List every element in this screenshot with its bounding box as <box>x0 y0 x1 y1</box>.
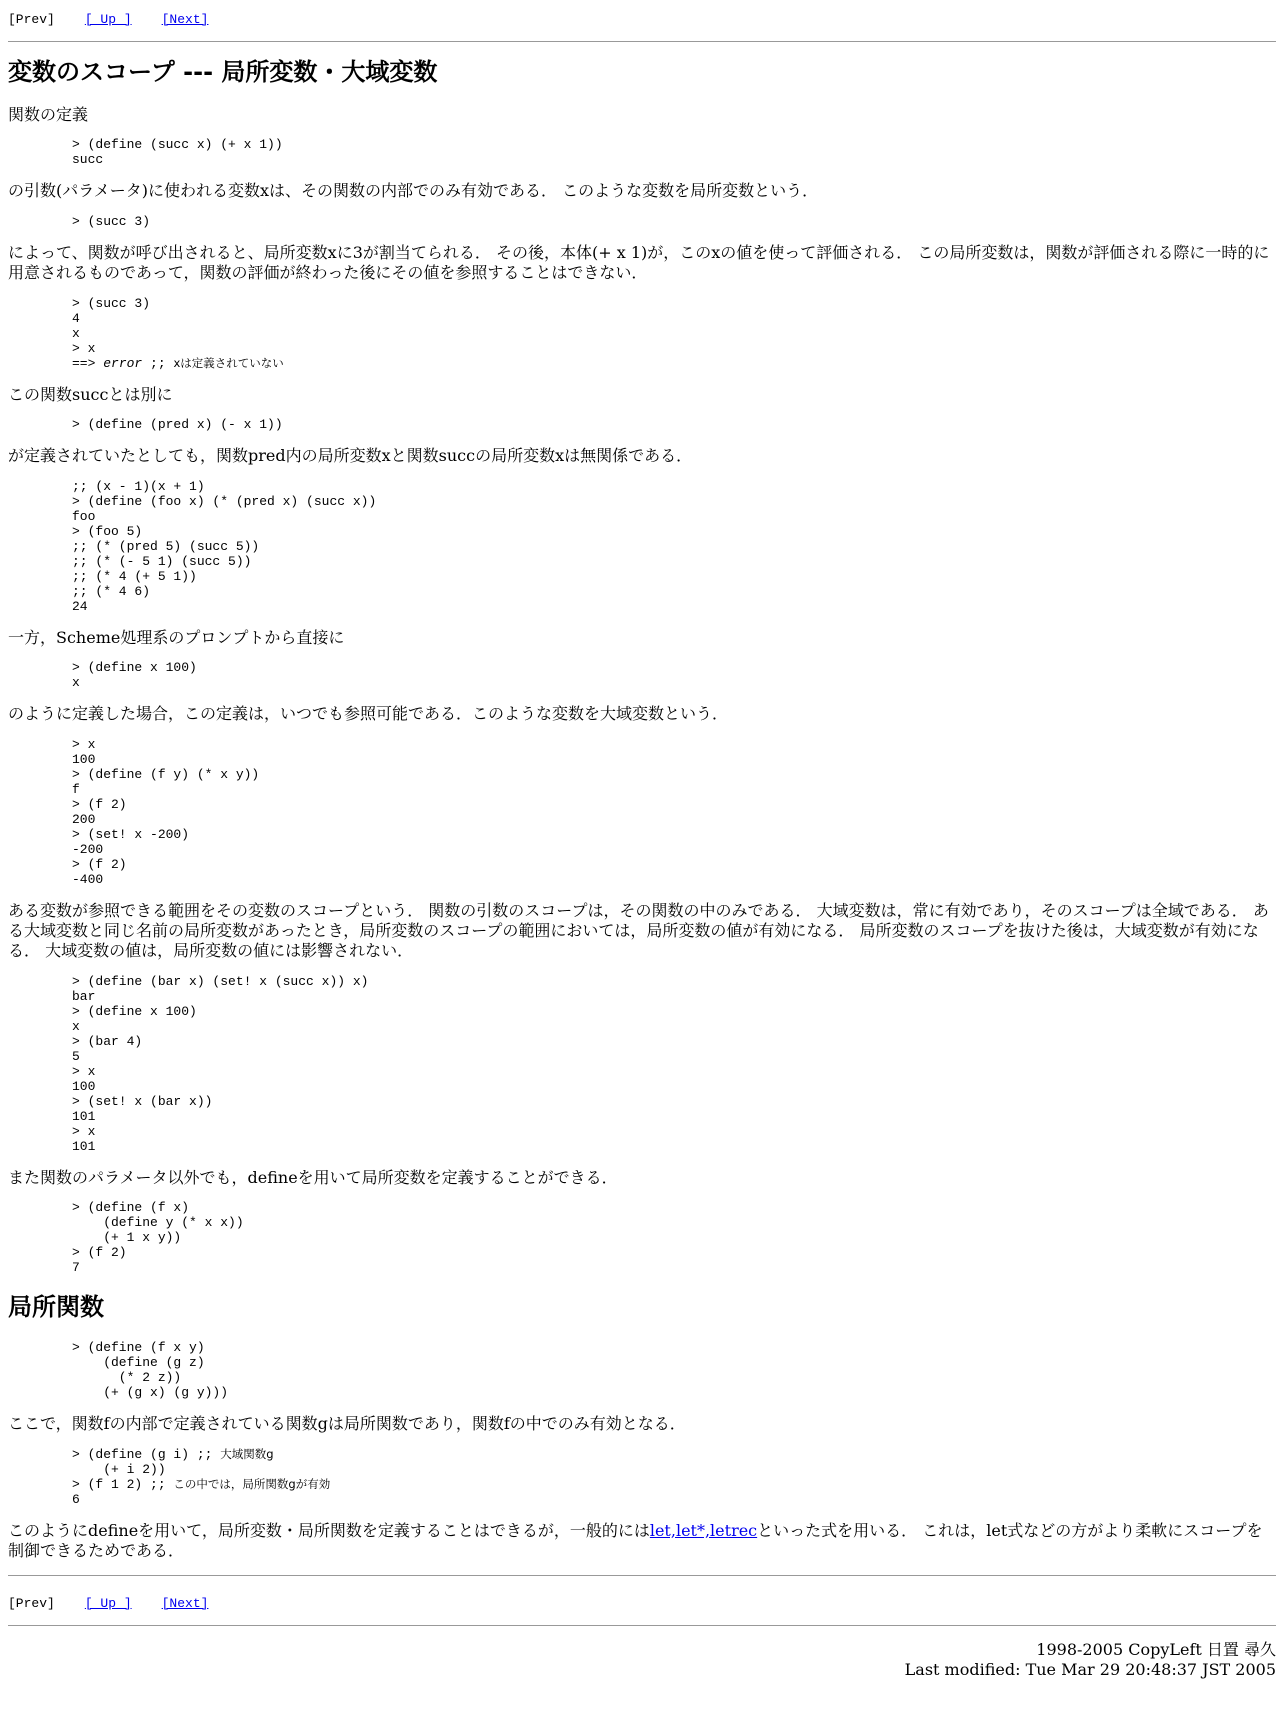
paragraph: が定義されていたとしても，関数pred内の局所変数xと関数succの局所変数xは無関係である． <box>8 446 693 466</box>
paragraph: 一方，Scheme処理系のプロンプトから直接に <box>8 627 345 647</box>
code-block: > (define (f x y) (define (g z) (* 2 z)) (+ (g x) (g y))) <box>72 1340 229 1401</box>
paragraph: ここで，関数fの内部で定義されている関数gは局所関数であり，関数fの中でのみ有効となる． <box>8 1414 686 1434</box>
bottom-nav <box>8 1590 1276 1612</box>
paragraph <box>8 1521 1276 1562</box>
paragraph: 関数の定義 <box>8 104 89 124</box>
code-text: 6 <box>72 1491 80 1507</box>
code-block: > (define x 100) x <box>72 660 197 691</box>
code-block <box>72 296 1276 371</box>
code-text: ;; <box>142 355 174 371</box>
code-block: > (define (f x) (define y (* x x)) (+ 1 x y)) > (f 2) 7 <box>72 1200 244 1276</box>
code-text: (+ i 2)) > (f 1 2) ;; <box>72 1461 166 1492</box>
code-error: error <box>103 355 143 371</box>
paragraph-text: といった式を用いる． これは，let式などの方がより柔軟にスコープを制御できるためである． <box>8 1520 1263 1561</box>
section-heading: 局所関数 <box>8 1293 104 1322</box>
code-block: > (succ 3) <box>72 213 151 229</box>
code-block <box>72 1447 1276 1507</box>
paragraph: また関数のパラメータ以外でも，defineを用いて局所変数を定義することができる． <box>8 1167 618 1187</box>
code-block: > (define (succ x) (+ x 1)) succ <box>72 137 283 168</box>
code-comment: xは定義されていない <box>173 355 284 370</box>
paragraph: の引数(パラメータ)に使われる変数xは、その関数の内部でのみ有効である． このような変数を局所変数という． <box>8 181 819 201</box>
code-block: ;; (x - 1)(x + 1) > (define (foo x) (* (pred x) (succ x)) foo > (foo 5) ;; (* (pred 5) (succ 5)) ;; (* (- 5 1) (succ 5)) ;; (* 4 (+ 5 1)) ;; (* 4 6) 24 <box>72 478 377 614</box>
code-text: > (define (g i) ;; <box>72 1446 221 1462</box>
footer <box>8 1640 1276 1681</box>
code-comment: 大域関数g <box>220 1446 274 1461</box>
code-text: > (succ 3) 4 x > x ==> <box>72 295 151 371</box>
copyright: 1998-2005 CopyLeft 日置 尋久 <box>1036 1639 1276 1659</box>
paragraph-text: このようにdefineを用いて，局所変数・局所関数を定義することはできるが，一般的には <box>8 1520 650 1540</box>
paragraph: のように定義した場合，この定義は，いつでも参照可能である．このような変数を大域変数という． <box>8 704 729 724</box>
up-link[interactable]: [ Up ] <box>84 1595 132 1611</box>
last-modified: Last modified: Tue Mar 29 20:48:37 JST 2005 <box>904 1660 1276 1680</box>
paragraph: ある変数が参照できる範囲をその変数のスコープという． 関数の引数のスコープは，その関数の中のみである． 大域変数は，常に有効であり，そのスコープは全域である． ある大域変数と同じ名前の局所変数があったとき，局所変数のスコープの範囲においては，局所変数の値が有効になる． 局所変数のスコープを抜けた後は，大域変数が有効になる． 大域変数の値は，局所変数の値には影響されない． <box>8 900 1269 961</box>
divider <box>8 1575 1276 1576</box>
up-link[interactable]: [ Up ] <box>84 12 132 27</box>
divider <box>8 1625 1276 1626</box>
prev-label: [Prev] <box>8 12 55 27</box>
page-title: 変数のスコープ --- 局所変数・大域変数 <box>8 58 438 86</box>
next-link[interactable]: [Next] <box>161 1595 209 1611</box>
code-block: > (define (pred x) (- x 1)) <box>72 417 283 433</box>
divider <box>8 41 1276 42</box>
code-block: > x 100 > (define (f y) (* x y)) f > (f 2) 200 > (set! x -200) -200 > (f 2) -400 <box>72 736 260 887</box>
paragraph: この関数succとは別に <box>8 384 173 404</box>
paragraph: によって、関数が呼び出されると、局所変数xに3が割当てられる． その後，本体(+ x 1)が，このxの値を使って評価される． この局所変数は，関数が評価される際に一時的に用意されるものであって，関数の評価が終わった後にその値を参照することはできない． <box>8 242 1270 283</box>
code-comment: この中では，局所関数gが有効 <box>173 1476 331 1491</box>
top-nav <box>8 6 1276 28</box>
next-link[interactable]: [Next] <box>161 12 209 27</box>
prev-label: [Prev] <box>8 1595 55 1611</box>
code-block: > (define (bar x) (set! x (succ x)) x) bar > (define x 100) x > (bar 4) 5 > x 100 > (set! x (bar x)) 101 > x 101 <box>72 973 369 1154</box>
let-link[interactable]: let,let*,letrec <box>649 1520 758 1540</box>
